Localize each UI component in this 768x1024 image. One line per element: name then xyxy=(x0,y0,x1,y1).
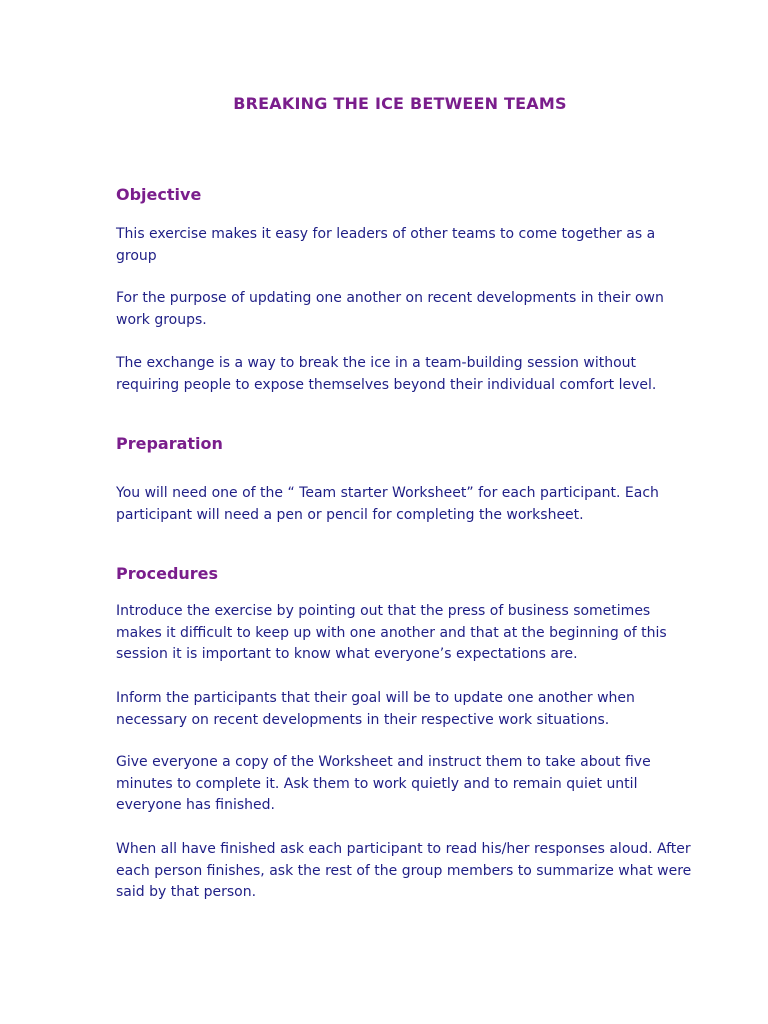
procedures-paragraph-1: Introduce the exercise by pointing out that the press of business sometimes makes it difficult to keep up with one another and that at the beginning of this session it is important to know what everyone’s expectations are. xyxy=(116,603,667,662)
procedures-paragraph-4: When all have finished ask each participant to read his/her responses aloud. After each person finishes, ask the rest of the group members to summarize what were said by that person. xyxy=(116,841,692,900)
section-heading-objective: Objective xyxy=(116,185,202,204)
procedures-paragraph-3: Give everyone a copy of the Worksheet and instruct them to take about five minutes to complete it. Ask them to work quietly and to remain quiet until everyone has finished. xyxy=(116,754,651,813)
preparation-paragraph-1: You will need one of the “ Team starter Worksheet” for each participant. Each participant will need a pen or pencil for completing the worksheet. xyxy=(116,485,659,523)
objective-paragraph-3: The exchange is a way to break the ice in a team-building session without requiring people to expose themselves beyond their individual comfort level. xyxy=(116,355,657,393)
objective-paragraph-1: This exercise makes it easy for leaders of other teams to come together as a group xyxy=(116,226,656,264)
procedures-paragraph-2: Inform the participants that their goal will be to update one another when necessary on recent developments in their respective work situations. xyxy=(116,690,635,728)
section-heading-procedures: Procedures xyxy=(116,564,219,583)
objective-paragraph-2: For the purpose of updating one another on recent developments in their own work groups. xyxy=(116,290,664,328)
section-heading-preparation: Preparation xyxy=(116,434,223,453)
document-title: BREAKING THE ICE BETWEEN TEAMS xyxy=(233,94,567,113)
